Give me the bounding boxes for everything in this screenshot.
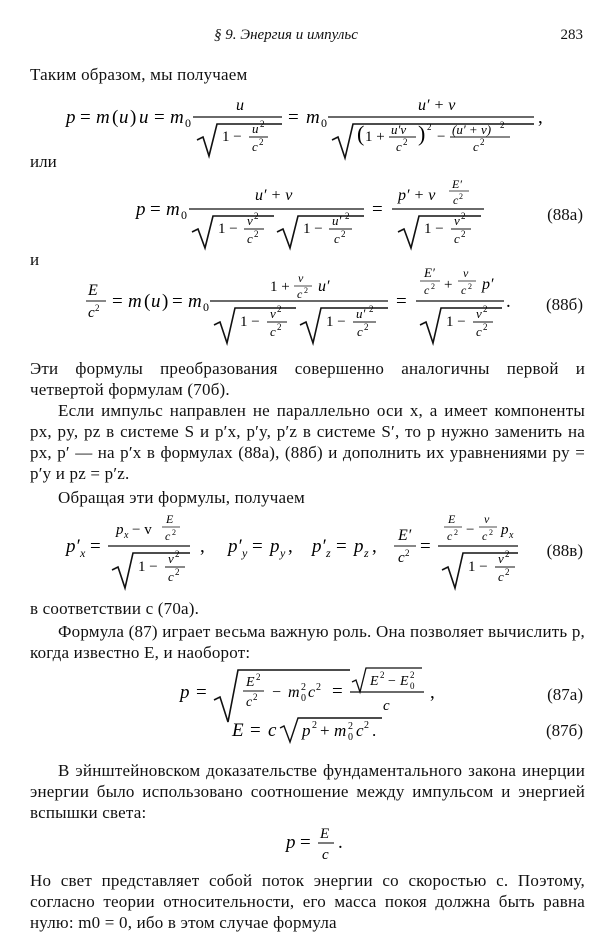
svg-text:E: E <box>370 674 379 689</box>
svg-text:v: v <box>298 271 304 285</box>
svg-text:0: 0 <box>301 693 306 704</box>
svg-text:m: m <box>128 291 142 312</box>
svg-text:2: 2 <box>410 670 415 680</box>
svg-text:c: c <box>398 550 405 566</box>
svg-text:c: c <box>246 695 253 710</box>
svg-text:1 +: 1 + <box>365 129 385 145</box>
svg-text:y: y <box>280 546 286 560</box>
svg-text:.: . <box>372 721 377 740</box>
svg-text:=: = <box>154 107 165 128</box>
svg-text:=: = <box>150 199 161 220</box>
svg-text:x: x <box>80 546 86 560</box>
svg-text:2: 2 <box>259 137 264 147</box>
svg-text:0: 0 <box>181 208 187 222</box>
equation-88v <box>66 510 526 599</box>
svg-text:u: u <box>151 291 161 312</box>
svg-text:0: 0 <box>410 681 415 691</box>
svg-text:− v: − v <box>132 522 152 538</box>
svg-text:0: 0 <box>321 116 327 130</box>
svg-text:(: ( <box>357 121 365 146</box>
svg-text:2: 2 <box>403 137 408 147</box>
svg-text:1 −: 1 − <box>222 129 242 145</box>
svg-text:c: c <box>268 720 277 741</box>
svg-text:c: c <box>168 569 174 584</box>
paragraph-formula-87: Формула (87) играет весьма важную роль. Она позволяет вычислить p, когда известно E, и наоборот: <box>30 622 585 662</box>
svg-text:2: 2 <box>461 229 466 239</box>
equation-light-momentum <box>286 822 366 871</box>
svg-text:p: p <box>136 199 146 220</box>
svg-text:c: c <box>396 139 402 154</box>
svg-text:2: 2 <box>364 720 369 731</box>
svg-text:2: 2 <box>468 282 472 291</box>
svg-text:2: 2 <box>348 721 353 732</box>
svg-text:1 −: 1 − <box>468 559 488 575</box>
svg-text:p: p <box>354 536 364 557</box>
paragraph-transform-note: Эти формулы преобразования совершенно аналогичны первой и четвертой формулам (70б). <box>30 359 585 399</box>
svg-text:1 +: 1 + <box>270 279 290 295</box>
svg-text:2: 2 <box>427 122 432 132</box>
svg-text:2: 2 <box>172 528 176 537</box>
svg-text:2: 2 <box>260 119 265 129</box>
svg-text:m: m <box>306 107 320 128</box>
svg-text:c: c <box>270 324 276 339</box>
svg-text:2: 2 <box>345 211 350 221</box>
svg-text:c: c <box>383 698 390 714</box>
svg-text:2: 2 <box>175 549 180 559</box>
svg-text:c: c <box>165 529 171 543</box>
svg-text:2: 2 <box>312 720 317 731</box>
svg-text:u: u <box>119 107 129 128</box>
equation-87b <box>232 714 412 751</box>
svg-text:E: E <box>246 675 255 690</box>
svg-text:1 −: 1 − <box>446 314 466 330</box>
svg-text:=: = <box>252 536 263 557</box>
svg-text:=: = <box>196 682 207 703</box>
svg-text:c: c <box>498 569 504 584</box>
svg-text:2: 2 <box>483 322 488 332</box>
paragraph-inverting: Обращая эти формулы, получаем <box>58 488 305 507</box>
svg-text:z: z <box>326 546 331 560</box>
svg-text:2: 2 <box>480 137 485 147</box>
svg-text:c: c <box>447 529 453 543</box>
svg-text:c: c <box>424 283 430 297</box>
svg-text:2: 2 <box>304 286 308 295</box>
svg-text:(u′ + v): (u′ + v) <box>452 122 492 137</box>
svg-text:,: , <box>538 107 543 128</box>
svg-text:+: + <box>320 721 330 740</box>
paragraph-components: Если импульс направлен не параллельно оси x, а имеет компоненты px, py, pz в системе S и p′x, p′y, p′z в системе S′, то p нужно заменить на px, p′ — на p′x в формулах (88а), (88б) и дополнить их уравнениями py = p′y и pz = p′z. <box>30 401 585 483</box>
svg-text:2: 2 <box>380 670 385 680</box>
svg-text:2: 2 <box>364 322 369 332</box>
svg-text:E: E <box>448 512 456 526</box>
svg-text:E′: E′ <box>424 265 435 280</box>
svg-text:E: E <box>88 282 98 299</box>
page-number: 283 <box>560 27 583 43</box>
svg-text:2: 2 <box>431 282 435 291</box>
svg-text:p′: p′ <box>228 536 242 557</box>
svg-text:v: v <box>476 306 482 321</box>
svg-text:−: − <box>272 684 282 701</box>
svg-text:c: c <box>247 231 253 246</box>
svg-text:u′: u′ <box>356 306 366 321</box>
svg-text:p: p <box>286 832 296 853</box>
svg-text:E′: E′ <box>452 177 462 191</box>
svg-text:c: c <box>88 305 95 321</box>
svg-text:c: c <box>473 139 479 154</box>
svg-text:1 −: 1 − <box>424 221 444 237</box>
svg-text:1 −: 1 − <box>326 314 346 330</box>
svg-text:u′: u′ <box>318 278 330 295</box>
svg-text:v: v <box>484 512 490 526</box>
paragraph-intro: Таким образом, мы получаем <box>30 65 248 84</box>
svg-text:(: ( <box>112 107 119 128</box>
svg-text:p′: p′ <box>312 536 326 557</box>
svg-text:c: c <box>334 231 340 246</box>
svg-text:=: = <box>80 107 91 128</box>
paragraph-correspondence: в соответствии с (70а). <box>30 599 200 618</box>
svg-text:u: u <box>252 121 259 136</box>
label-87a: (87а) <box>547 685 583 704</box>
svg-text:c: c <box>297 287 303 301</box>
paragraph-einstein-proof: В эйнштейновском доказательстве фундаментального закона инерции энергии было использовано соотношение между импульсом и энергией вспышки света: <box>30 761 585 822</box>
svg-text:u′: u′ <box>332 213 342 228</box>
svg-text:c: c <box>461 283 467 297</box>
svg-text:2: 2 <box>505 567 510 577</box>
svg-text:x: x <box>509 530 514 541</box>
svg-text:u′ + v: u′ + v <box>255 187 293 204</box>
svg-text:=: = <box>396 291 407 312</box>
running-header <box>0 27 613 49</box>
svg-text:.: . <box>506 291 511 312</box>
svg-text:z: z <box>364 546 369 560</box>
svg-text:.: . <box>338 832 343 853</box>
section-title: § 9. Энергия и импульс <box>214 27 358 43</box>
svg-text:=: = <box>250 720 261 741</box>
svg-text:=: = <box>300 832 311 853</box>
svg-text:2: 2 <box>175 567 180 577</box>
svg-text:2: 2 <box>254 229 259 239</box>
equation-momentum-transform <box>66 92 546 167</box>
svg-text:p′: p′ <box>482 276 494 293</box>
svg-text:0: 0 <box>348 732 353 743</box>
svg-text:v: v <box>270 306 276 321</box>
equation-88a <box>136 178 496 257</box>
svg-text:=: = <box>172 291 183 312</box>
svg-text:E: E <box>232 720 244 741</box>
svg-text:c: c <box>454 231 460 246</box>
svg-text:m: m <box>288 684 300 701</box>
svg-text:,: , <box>430 682 435 703</box>
svg-text:0: 0 <box>203 300 209 314</box>
svg-text:p: p <box>302 721 311 740</box>
svg-text:1 −: 1 − <box>138 559 158 575</box>
svg-text:2: 2 <box>254 211 259 221</box>
svg-text:c: c <box>252 139 258 154</box>
svg-text:−: − <box>437 129 446 145</box>
svg-text:1 −: 1 − <box>240 314 260 330</box>
svg-text:p: p <box>180 682 190 703</box>
svg-text:E: E <box>320 826 330 842</box>
svg-text:=: = <box>288 107 299 128</box>
svg-text:2: 2 <box>253 692 258 702</box>
svg-text:c: c <box>356 721 364 740</box>
svg-text:(: ( <box>144 291 151 312</box>
label-88a: (88а) <box>547 205 583 224</box>
svg-text:2: 2 <box>405 548 410 558</box>
svg-text:=: = <box>420 536 431 557</box>
svg-text:p: p <box>116 522 124 538</box>
svg-text:m: m <box>170 107 184 128</box>
svg-text:u: u <box>139 107 149 128</box>
svg-text:2: 2 <box>461 211 466 221</box>
svg-text:E: E <box>166 512 174 526</box>
svg-text:p: p <box>66 107 76 128</box>
svg-text:2: 2 <box>316 682 321 693</box>
label-88b: (88б) <box>546 295 583 314</box>
svg-text:c: c <box>322 847 329 863</box>
svg-text:u′ + v: u′ + v <box>418 97 456 114</box>
svg-text:2: 2 <box>369 304 374 314</box>
svg-text:u: u <box>236 97 244 114</box>
svg-text:2: 2 <box>277 304 282 314</box>
text-or: или <box>30 152 57 171</box>
svg-text:m: m <box>96 107 110 128</box>
label-88v: (88в) <box>546 541 583 560</box>
svg-text:=: = <box>90 536 101 557</box>
svg-text:=: = <box>372 199 383 220</box>
svg-text:): ) <box>130 107 137 128</box>
svg-text:c: c <box>476 324 482 339</box>
svg-text:,: , <box>200 536 205 557</box>
svg-text:v: v <box>247 213 253 228</box>
svg-text:y: y <box>242 546 248 560</box>
svg-text:m: m <box>166 199 180 220</box>
svg-text:m: m <box>188 291 202 312</box>
paragraph-light-stream: Но свет представляет собой поток энергии со скоростью c. Поэтому, согласно теории относительности, его масса покоя должна быть равна нулю: m0 = 0, ибо в этом случае формула <box>30 871 585 932</box>
svg-text:p′ + v: p′ + v <box>398 187 436 204</box>
svg-text:v: v <box>168 551 174 566</box>
svg-text:x: x <box>124 530 129 541</box>
svg-text:): ) <box>418 121 426 146</box>
svg-text:p: p <box>270 536 280 557</box>
svg-text:): ) <box>162 291 169 312</box>
svg-text:p: p <box>501 522 509 538</box>
svg-text:2: 2 <box>489 528 493 537</box>
svg-text:c: c <box>453 193 459 207</box>
svg-text:2: 2 <box>483 304 488 314</box>
svg-text:2: 2 <box>301 682 306 693</box>
svg-text:2: 2 <box>505 549 510 559</box>
svg-text:c: c <box>357 324 363 339</box>
svg-text:u′v: u′v <box>391 122 407 137</box>
svg-text:,: , <box>372 536 377 557</box>
svg-text:2: 2 <box>95 303 100 313</box>
svg-text:2: 2 <box>341 229 346 239</box>
svg-text:2: 2 <box>459 192 463 201</box>
svg-text:−: − <box>466 522 475 538</box>
svg-text:v: v <box>498 551 504 566</box>
text-and: и <box>30 250 40 269</box>
svg-text:E: E <box>400 674 409 689</box>
svg-text:−: − <box>388 674 396 689</box>
svg-text:=: = <box>336 536 347 557</box>
svg-text:v: v <box>454 213 460 228</box>
svg-text:c: c <box>482 529 488 543</box>
svg-text:E′: E′ <box>398 527 412 544</box>
label-87b: (87б) <box>546 721 583 740</box>
svg-text:=: = <box>332 681 343 702</box>
svg-text:v: v <box>463 266 469 280</box>
svg-text:m: m <box>334 721 347 740</box>
svg-text:2: 2 <box>500 120 505 130</box>
svg-text:0: 0 <box>185 116 191 130</box>
svg-text:1 −: 1 − <box>218 221 238 237</box>
equation-88b <box>86 265 516 352</box>
svg-text:2: 2 <box>277 322 282 332</box>
svg-text:2: 2 <box>454 528 458 537</box>
svg-text:2: 2 <box>256 672 261 682</box>
svg-text:c: c <box>308 684 316 701</box>
svg-text:=: = <box>112 291 123 312</box>
svg-text:,: , <box>288 536 293 557</box>
svg-text:1 −: 1 − <box>303 221 323 237</box>
svg-text:p′: p′ <box>66 536 80 557</box>
svg-text:+: + <box>444 277 453 293</box>
